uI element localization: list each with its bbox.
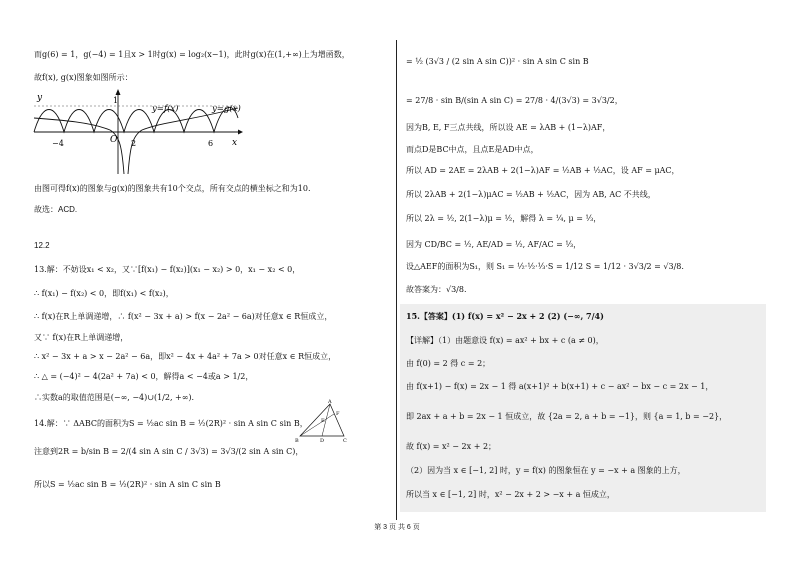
q13-line-4: 又∵ f(x)在R上单调递增，	[34, 333, 129, 342]
q14-line-2: 注意到2R = b/sin B = 2/(4 sin A sin C / 3√3) = 3√3/(2 sin A sin C)，	[34, 447, 304, 456]
right-line-9: 设△AEF的面积为S₁，则 S₁ = ½·½·⅓·S = 1/12 S = 1/12 · 3√3/2 = √3/8.	[406, 262, 684, 271]
tick-1-label: 1	[113, 96, 119, 105]
svg-text:B: B	[295, 438, 299, 444]
right-line-1: = ½ (3√3 / (2 sin A sin C))² · sin A sin C sin B	[406, 57, 589, 66]
q15-detail-4: 即 2ax + a + b = 2x − 1 恒成立，故 {2a = 2, a + b = −1}，则 {a = 1, b = −2}，	[406, 412, 728, 421]
tick-neg4-label: −4	[52, 139, 64, 148]
q13-line-1: 13.解：不妨设x₁ < x₂，又∵[f(x₁) − f(x₂)](x₁ − x₂) > 0，x₁ − x₂ < 0，	[34, 265, 301, 274]
right-line-6: 所以 2λAB + 2(1−λ)μAC = ½AB + ½AC，因为 AB, AC 不共线，	[406, 190, 656, 199]
right-line-4: 而点D是BC中点，且点E是AD中点，	[406, 145, 539, 154]
q15-detail-5: 故 f(x) = x² − 2x + 2；	[406, 442, 497, 451]
origin-label: O	[110, 135, 118, 145]
q13-line-2: ∴ f(x₁) − f(x₂) < 0，即f(x₁) < f(x₂)，	[34, 289, 174, 298]
curve-f	[34, 107, 238, 132]
right-line-5: 所以 AD = 2AE = 2λAB + 2(1−λ)AF = ½AB + ½AC，设 AF = μAC，	[406, 166, 680, 175]
svg-text:A: A	[328, 399, 332, 405]
q13-line-6: ∴ △ = (−4)² − 4(2a² + 7a) < 0，解得a < −4或a > 1/2，	[34, 372, 254, 381]
right-line-7: 所以 2λ = ½, 2(1−λ)μ = ½，解得 λ = ¼, μ = ⅓，	[406, 214, 602, 223]
y-axis-label: y	[37, 93, 43, 103]
q13-line-5: ∴ x² − 3x + a > x − 2a² − 6a，即x² − 4x + 4a² + 7a > 0对任意x ∈ R恒成立，	[34, 352, 337, 361]
x-axis-label: x	[232, 138, 238, 148]
left-paragraph-2: 故f(x), g(x)图象如图所示：	[34, 73, 133, 82]
q13-line-7: ∴实数a的取值范围是(−∞, −4)∪(1/2, +∞).	[34, 393, 195, 402]
left-paragraph-3: 由图可得f(x)的图象与g(x)的图象共有10个交点，所有交点的横坐标之和为10.	[34, 184, 311, 193]
column-divider	[396, 40, 397, 520]
q14-line-3: 所以S = ½ac sin B = ½(2R)² · sin A sin C sin B	[34, 480, 221, 489]
tick-2-label: 2	[131, 139, 137, 148]
function-graph	[30, 88, 250, 176]
segment-bf	[300, 414, 334, 436]
svg-text:F: F	[336, 411, 340, 417]
left-paragraph-1: 而g(6) = 1，g(−4) = 1且x > 1时g(x) = log₂(x−1)，此时g(x)在(1,+∞)上为增函数，	[34, 50, 350, 59]
q12-answer: 12.2	[34, 241, 50, 250]
left-choice-answer: 故选：ACD.	[34, 205, 78, 214]
q15-detail-3: 由 f(x+1) − f(x) = 2x − 1 得 a(x+1)² + b(x+1) + c − ax² − bx − c = 2x − 1，	[406, 382, 714, 391]
tick-6-label: 6	[208, 139, 214, 148]
q15-detail-1: 【详解】（1）由题意设 f(x) = ax² + bx + c (a ≠ 0)，	[406, 336, 604, 345]
right-line-8: 因为 CD/BC = ½, AE/AD = ½, AF/AC = ⅓，	[406, 240, 582, 249]
q13-line-3: ∴ f(x)在R上单调递增，∴ f(x² − 3x + a) > f(x − 2a² − 6a)对任意x ∈ R恒成立，	[34, 312, 333, 321]
q15-detail-7: 所以当 x ∈ [−1, 2] 时，x² − 2x + 2 > −x + a 恒成立，	[406, 490, 615, 499]
svg-text:D: D	[320, 438, 325, 444]
right-line-10: 故答案为：√3/8.	[406, 285, 467, 294]
x-axis-arrow	[238, 130, 243, 135]
label-f: y=f(x)	[152, 104, 179, 114]
q14-line-1: 14.解：∵ ΔABC的面积为S = ½ac sin B = ½(2R)² · sin A sin C sin B，	[34, 419, 308, 428]
q15-detail-6: （2）因为当 x ∈ [−1, 2] 时，y = f(x) 的图象恒在 y = −x + a 图象的上方，	[406, 466, 686, 475]
right-line-3: 因为B, E, F三点共线，所以设 AE = λAB + (1−λ)AF，	[406, 123, 611, 132]
label-g: y=g(x)	[212, 104, 241, 114]
q15-answer: 15.【答案】(1) f(x) = x² − 2x + 2 (2) (−∞, 7/4)	[406, 311, 604, 321]
y-axis-arrow	[116, 89, 121, 95]
svg-text:C: C	[343, 438, 347, 444]
page-footer: 第 3 页 共 6 页	[374, 524, 420, 531]
svg-text:E: E	[321, 418, 325, 424]
q15-detail-2: 由 f(0) = 2 得 c = 2；	[406, 359, 491, 368]
triangle-figure	[292, 398, 352, 444]
right-line-2: = 27/8 · sin B/(sin A sin C) = 27/8 · 4/(3√3) = 3√3/2，	[406, 96, 623, 105]
